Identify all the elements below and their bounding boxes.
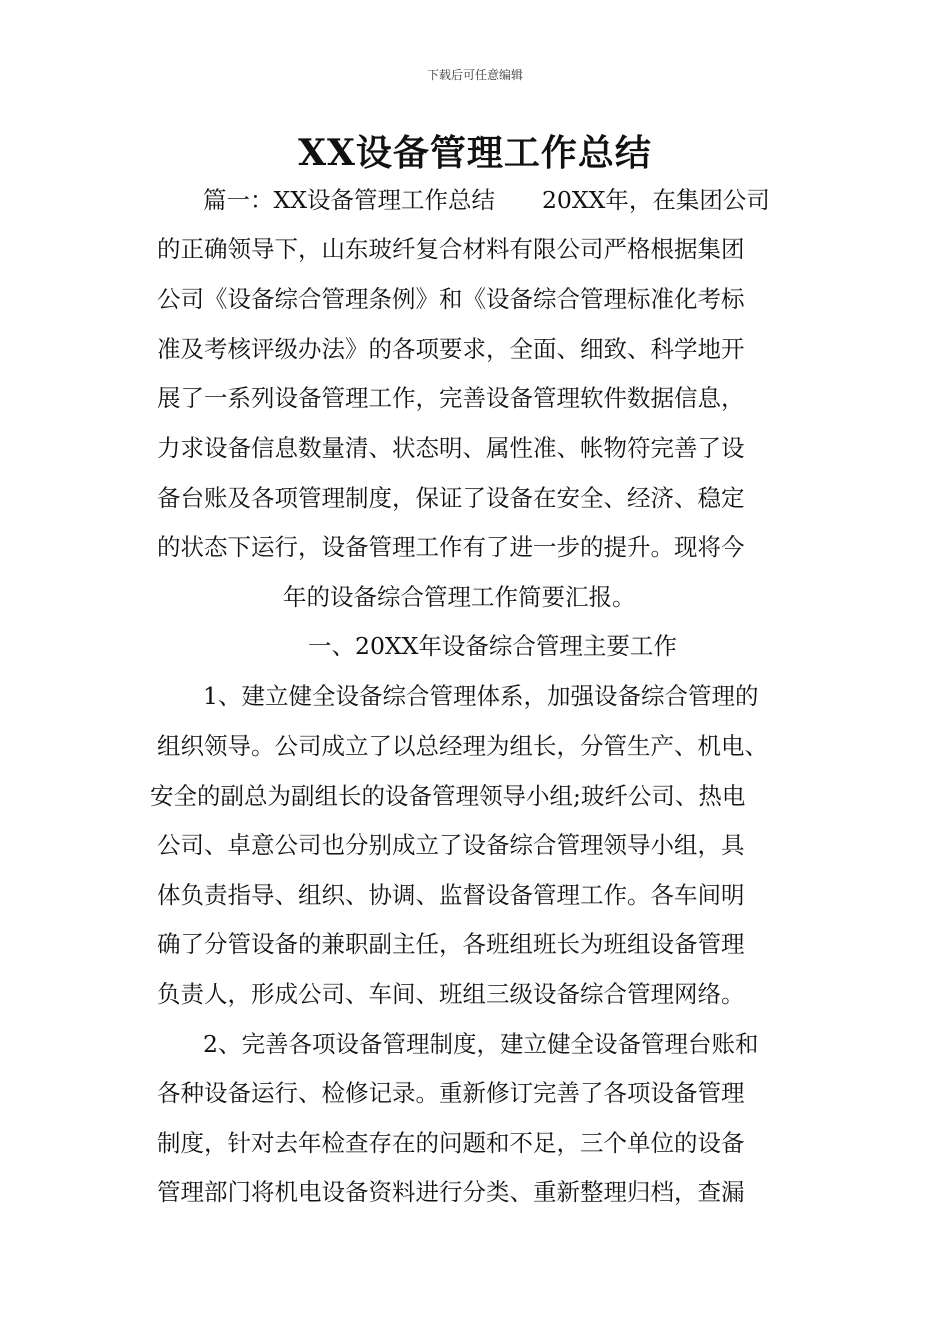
body-line: 制度，针对去年检查存在的问题和不足，三个单位的设备 — [157, 1129, 745, 1157]
body-line: 组织领导。公司成立了以总经理为组长，分管生产、机电、 — [157, 732, 768, 760]
body-line: 体负责指导、组织、协调、监督设备管理工作。各车间明 — [157, 881, 745, 909]
body-line: 各种设备运行、检修记录。重新修订完善了各项设备管理 — [157, 1079, 745, 1107]
body-line: 篇一：XX设备管理工作总结 20XX年，在集团公司 — [203, 186, 770, 214]
body-line: 展了一系列设备管理工作，完善设备管理软件数据信息， — [157, 384, 745, 412]
body-line: 力求设备信息数量清、状态明、属性准、帐物符完善了设 — [157, 434, 745, 462]
document-title: XX设备管理工作总结 — [298, 132, 652, 174]
body-line: 管理部门将机电设备资料进行分类、重新整理归档，查漏 — [157, 1178, 745, 1206]
body-line: 2、完善各项设备管理制度，建立健全设备管理台账和 — [203, 1030, 759, 1058]
body-line: 准及考核评级办法》的各项要求，全面、细致、科学地开 — [157, 335, 745, 363]
body-line: 的正确领导下，山东玻纤复合材料有限公司严格根据集团 — [157, 235, 745, 263]
body-line: 公司、卓意公司也分别成立了设备综合管理领导小组，具 — [157, 831, 745, 859]
body-line: 安全的副总为副组长的设备管理领导小组;玻纤公司、热电 — [150, 782, 746, 810]
body-line: 年的设备综合管理工作简要汇报。 — [283, 583, 636, 611]
body-line: 负责人，形成公司、车间、班组三级设备综合管理网络。 — [157, 980, 745, 1008]
body-line: 的状态下运行，设备管理工作有了进一步的提升。现将今 — [157, 533, 745, 561]
body-line: 备台账及各项管理制度，保证了设备在安全、经济、稳定 — [157, 484, 745, 512]
header-note: 下载后可任意编辑 — [426, 68, 523, 82]
section-heading: 一、20XX年设备综合管理主要工作 — [308, 632, 677, 660]
body-line: 确了分管设备的兼职副主任，各班组班长为班组设备管理 — [157, 930, 745, 958]
body-line: 1、建立健全设备综合管理体系，加强设备综合管理的 — [203, 682, 759, 710]
body-line: 公司《设备综合管理条例》和《设备综合管理标准化考标 — [157, 285, 745, 313]
